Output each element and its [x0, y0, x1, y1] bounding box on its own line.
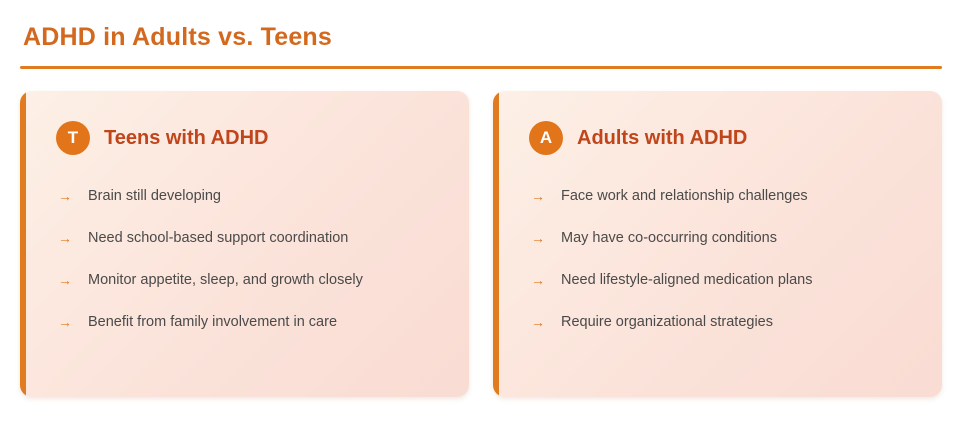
list-item — [58, 187, 443, 205]
badge-initial: T — [56, 121, 90, 155]
list-item-label: Need school-based support coordination — [88, 230, 349, 246]
list-item-label: Require organizational strategies — [561, 314, 773, 330]
list-item — [58, 229, 443, 247]
title-divider — [20, 66, 942, 69]
card-accent-bar — [20, 91, 26, 397]
list-item — [531, 229, 916, 247]
arrow-right-icon: → — [58, 314, 72, 330]
list-item-label: Face work and relationship challenges — [561, 188, 808, 204]
bullet-list — [531, 187, 916, 331]
list-item — [531, 271, 916, 289]
list-item-label: Monitor appetite, sleep, and growth closely — [88, 272, 363, 288]
list-item — [58, 271, 443, 289]
card-content — [20, 91, 469, 331]
card-content — [493, 91, 942, 331]
list-item-label: Brain still developing — [88, 188, 221, 204]
arrow-right-icon: → — [531, 188, 545, 204]
card-container — [20, 91, 942, 397]
arrow-right-icon: → — [531, 314, 545, 330]
list-item-label: May have co-occurring conditions — [561, 230, 777, 246]
card-accent-bar — [493, 91, 499, 397]
arrow-right-icon: → — [531, 272, 545, 288]
arrow-right-icon: → — [58, 188, 72, 204]
list-item — [58, 313, 443, 331]
card-title: Adults with ADHD — [577, 126, 748, 149]
arrow-right-icon: → — [58, 230, 72, 246]
arrow-right-icon: → — [58, 272, 72, 288]
card-header — [56, 121, 443, 155]
list-item — [531, 313, 916, 331]
card-title: Teens with ADHD — [104, 126, 269, 149]
card-adults — [493, 91, 942, 397]
card-header — [529, 121, 916, 155]
page-title: ADHD in Adults vs. Teens — [23, 23, 333, 51]
list-item — [531, 187, 916, 205]
list-item-label: Benefit from family involvement in care — [88, 314, 338, 330]
bullet-list — [58, 187, 443, 331]
arrow-right-icon: → — [531, 230, 545, 246]
badge-initial: A — [529, 121, 563, 155]
list-item-label: Need lifestyle-aligned medication plans — [561, 272, 813, 288]
card-teens — [20, 91, 469, 397]
